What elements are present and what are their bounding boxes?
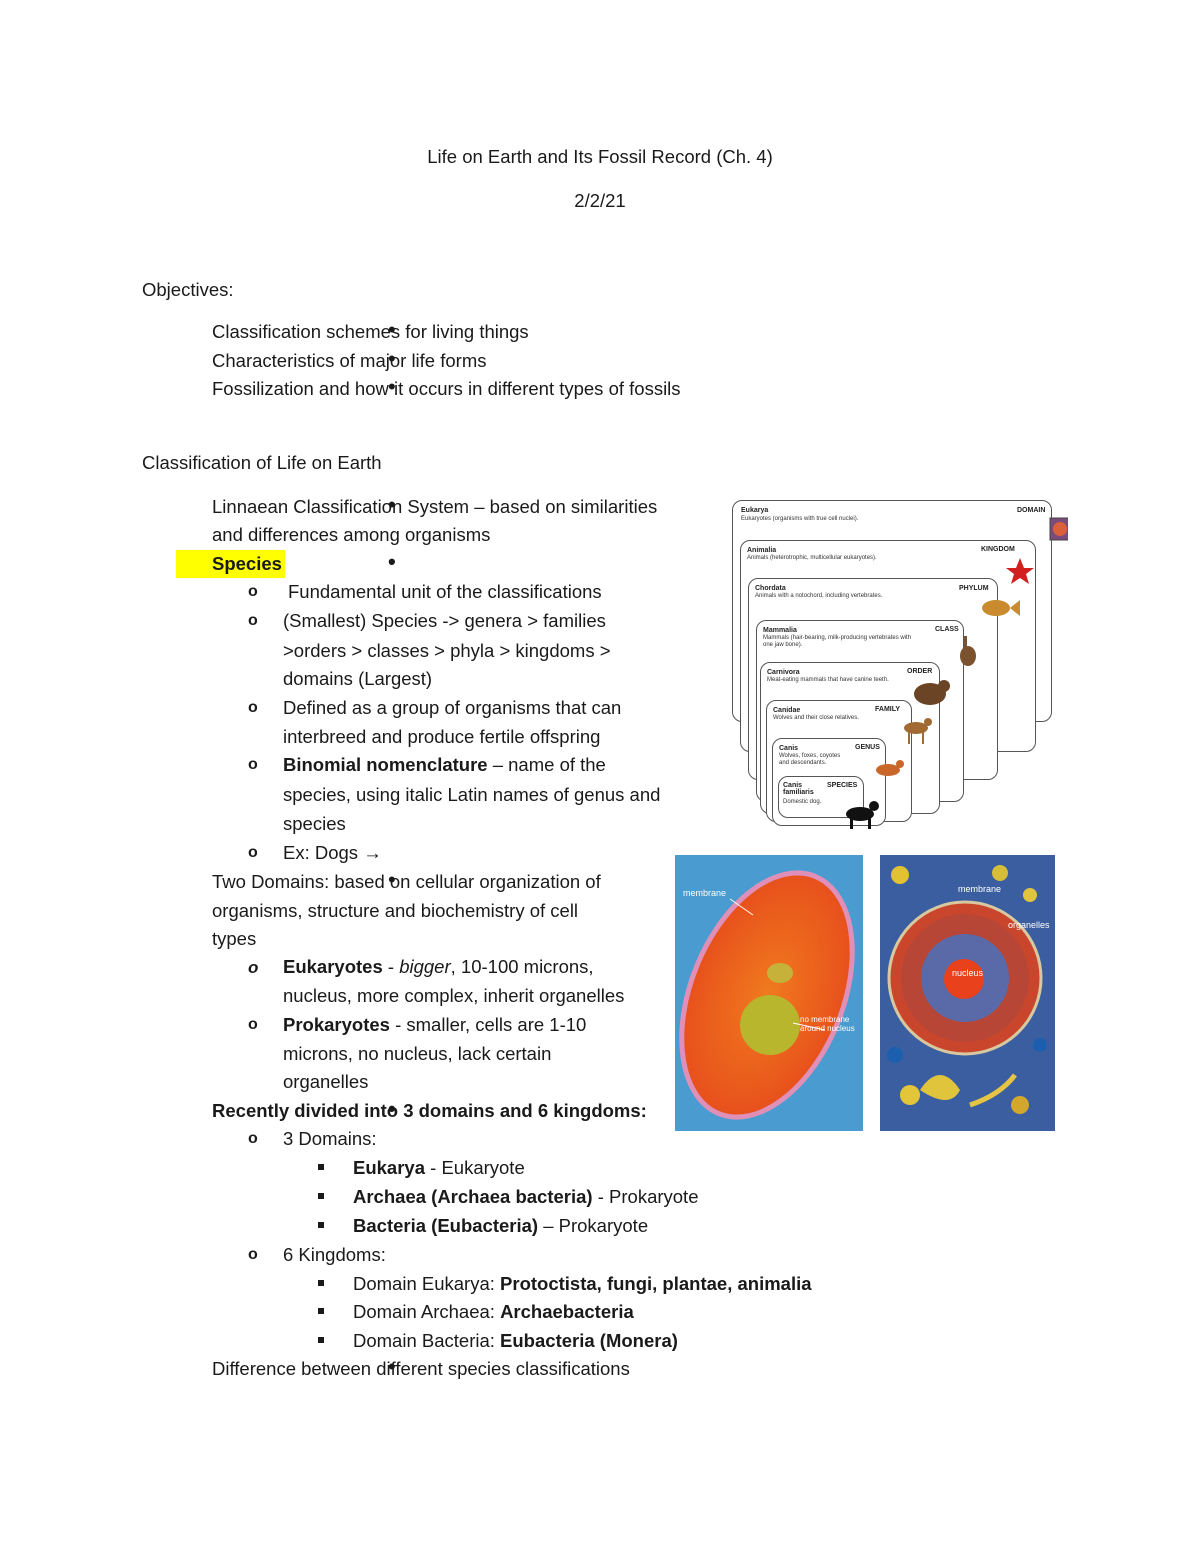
domain-archaea-rest: - Prokaryote: [592, 1186, 699, 1207]
prokaryote-nucleus-label: no membrane around nucleus: [800, 1015, 855, 1033]
jackal-icon: [904, 722, 928, 734]
eukaryotes-line-2: nucleus, more complex, inherit organelles: [283, 985, 625, 1006]
domain-bacteria-term: Bacteria (Eubacteria): [353, 1215, 539, 1236]
two-domains-line-2: organisms, structure and biochemistry of cell: [212, 900, 579, 921]
prokaryotes-line-1: [283, 1014, 586, 1036]
card-title: Canidae: [773, 707, 801, 714]
kingdoms-bacteria: [353, 1330, 678, 1352]
page-title: Life on Earth and Its Fossil Record (Ch. 4): [427, 146, 773, 167]
eukaryotes-term: Eukaryotes: [283, 956, 383, 977]
objective-item: • Characteristics of major life forms: [212, 350, 486, 372]
card-rank: PHYLUM: [959, 585, 989, 592]
card-title: Chordata: [755, 585, 786, 592]
card-desc: Animals with a notochord, including vertebrates.: [755, 593, 883, 599]
domain-bacteria-rest: – Prokaryote: [538, 1215, 649, 1236]
binomial-term: Binomial nomenclature: [283, 754, 488, 775]
eukaryote-nucleus: [944, 959, 984, 999]
card-desc: Domestic dog.: [783, 799, 822, 805]
sub-bullet-o: o: [248, 958, 259, 977]
linnaean-line-2: and differences among organisms: [212, 524, 491, 545]
cell-icon-nucleus: [1053, 522, 1067, 536]
card-rank: FAMILY: [875, 706, 901, 713]
taxonomy-figure: [728, 498, 1068, 833]
recently-divided: • Recently divided into 3 domains and 6 kingdoms:: [212, 1100, 647, 1122]
card-title: Canis: [779, 745, 799, 752]
domain-archaea: [353, 1186, 699, 1208]
domain-bacteria: [353, 1215, 648, 1237]
eukaryote-nucleus-label: nucleus: [952, 968, 984, 978]
square-bullet: [318, 1337, 324, 1343]
fish-icon: [982, 600, 1010, 616]
card-rank: GENUS: [855, 744, 880, 751]
square-bullet: [318, 1280, 324, 1286]
rabbit-icon: [960, 646, 976, 666]
page-date: 2/2/21: [574, 190, 626, 211]
card-title: Mammalia: [763, 627, 797, 634]
sub-bullet-o: o: [248, 699, 258, 716]
two-domains-line-1: • Two Domains: based on cellular organization of: [212, 871, 601, 893]
eukaryote-organelles-label: organelles: [1008, 920, 1050, 930]
taxonomy-animals-layer: [728, 498, 1068, 833]
defined-line-1: Defined as a group of organisms that can: [283, 697, 622, 718]
square-bullet: [318, 1164, 324, 1170]
objectives-heading: Objectives:: [142, 279, 234, 300]
prokaryotes-rest: - smaller, cells are 1-10: [389, 1014, 587, 1035]
species-label: • Species: [212, 553, 282, 575]
kingdoms-archaea-label: Domain Archaea:: [353, 1301, 501, 1322]
sub-bullet-o: o: [248, 756, 258, 773]
prokaryote-membrane-label: membrane: [683, 888, 727, 898]
eukaryotes-line-1: [283, 956, 594, 978]
sub-bullet-o: o: [248, 612, 258, 629]
linnaean-line: • Linnaean Classification System – based on similarities: [212, 496, 657, 518]
six-kingdoms-heading: 6 Kingdoms:: [283, 1244, 386, 1265]
eukaryotes-rest: , 10-100 microns,: [450, 956, 594, 977]
square-bullet: [318, 1193, 324, 1199]
binomial-line-3: species: [283, 813, 346, 834]
sub-bullet-o: o: [248, 844, 258, 861]
two-domains-line-3: types: [212, 928, 257, 949]
card-rank: DOMAIN: [1017, 507, 1046, 514]
binomial-line-1: [283, 754, 606, 776]
sub-bullet-o: o: [248, 583, 258, 600]
square-bullet: [318, 1222, 324, 1228]
three-domains-heading: 3 Domains:: [283, 1128, 377, 1149]
fundamental-line: Fundamental unit of the classifications: [288, 581, 602, 602]
prokaryotes-line-3: organelles: [283, 1071, 369, 1092]
card-rank: SPECIES: [827, 782, 858, 789]
binomial-line-2: species, using italic Latin names of genus and: [283, 784, 661, 805]
classification-heading: Classification of Life on Earth: [142, 452, 382, 473]
prokaryotes-line-2: microns, no nucleus, lack certain: [283, 1043, 552, 1064]
card-title: Eukarya: [741, 507, 769, 514]
objective-item: • Fossilization and how it occurs in different types of fossils: [212, 378, 681, 400]
binomial-rest: – name of the: [487, 754, 606, 775]
card-desc: Wolves, foxes, coyotes and descendants.: [779, 753, 841, 766]
example-dogs: Ex: Dogs →: [283, 842, 382, 863]
card-desc: Animals (heterotrophic, multicellular eukaryotes).: [747, 555, 877, 561]
domain-archaea-term: Archaea (Archaea bacteria): [353, 1186, 593, 1207]
card-desc: Eukaryotes (organisms with true cell nuclei).: [741, 516, 859, 522]
order-line-3: domains (Largest): [283, 668, 433, 689]
order-line-2: >orders > classes > phyla > kingdoms >: [283, 640, 611, 661]
starfish-icon: [1006, 558, 1034, 584]
card-title: Canis familiaris: [783, 782, 814, 796]
eukaryote-membrane-label: membrane: [958, 884, 1002, 894]
kingdoms-bacteria-label: Domain Bacteria:: [353, 1330, 501, 1351]
order-line-1: (Smallest) Species -> genera > families: [283, 610, 606, 631]
kingdoms-eukarya-list: Protoctista, fungi, plantae, animalia: [500, 1273, 812, 1294]
defined-line-2: interbreed and produce fertile offspring: [283, 726, 601, 747]
domain-eukarya-term: Eukarya: [353, 1157, 425, 1178]
card-desc: Meat-eating mammals that have canine teeth.: [767, 677, 889, 683]
card-rank: ORDER: [907, 668, 933, 675]
card-title: Carnivora: [767, 669, 800, 676]
kingdoms-bacteria-list: Eubacteria (Monera): [500, 1330, 678, 1351]
prokaryote-cell-image: [675, 855, 863, 1131]
kingdoms-archaea-list: Archaebacteria: [500, 1301, 634, 1322]
card-title: Animalia: [747, 547, 777, 554]
sub-bullet-o: o: [248, 1246, 258, 1263]
card-rank: KINGDOM: [981, 546, 1015, 553]
kingdoms-eukarya: [353, 1273, 812, 1295]
card-rank: CLASS: [935, 626, 959, 633]
sub-bullet-o: o: [248, 1016, 258, 1033]
square-bullet: [318, 1308, 324, 1314]
prokaryote-nucleoid: [740, 995, 800, 1055]
card-desc: Wolves and their close relatives.: [773, 715, 859, 721]
objective-item: • Classification schemes for living things: [212, 321, 529, 343]
domain-eukarya-rest: - Eukaryote: [425, 1157, 525, 1178]
difference-line: • Difference between different species classifications: [212, 1358, 630, 1380]
card-desc: Mammals (hair-bearing, milk-producing vertebrates with one jaw bone).: [763, 635, 912, 648]
fox-icon: [876, 764, 900, 776]
eukaryote-cell-image: [880, 855, 1055, 1131]
prokaryotes-term: Prokaryotes: [283, 1014, 390, 1035]
kingdoms-eukarya-label: Domain Eukarya:: [353, 1273, 501, 1294]
eukaryotes-bigger: bigger: [399, 956, 451, 977]
eukaryotes-sep: -: [382, 956, 400, 977]
sub-bullet-o: o: [248, 1130, 258, 1147]
kingdoms-archaea: [353, 1301, 634, 1323]
domain-eukarya: [353, 1157, 525, 1179]
